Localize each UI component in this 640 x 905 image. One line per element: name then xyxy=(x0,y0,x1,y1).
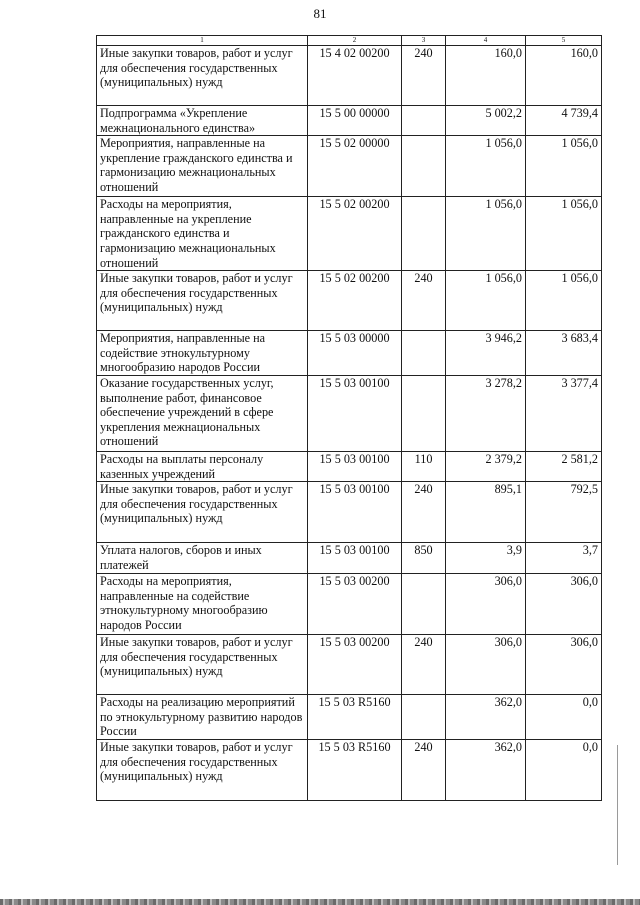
amount-year-1: 362,0 xyxy=(446,739,526,800)
amount-year-1: 362,0 xyxy=(446,695,526,740)
target-code: 15 5 02 00200 xyxy=(308,271,402,331)
target-code: 15 5 00 00000 xyxy=(308,106,402,136)
amount-year-2: 3,7 xyxy=(526,543,602,574)
amount-year-1: 1 056,0 xyxy=(446,136,526,197)
amount-year-1: 1 056,0 xyxy=(446,197,526,271)
amount-year-2: 3 683,4 xyxy=(526,331,602,376)
table-row xyxy=(97,482,602,543)
table-row xyxy=(97,197,602,271)
target-code: 15 5 02 00200 xyxy=(308,197,402,271)
table-row xyxy=(97,106,602,136)
amount-year-2: 160,0 xyxy=(526,46,602,106)
scan-margin-line xyxy=(617,745,618,865)
table-row xyxy=(97,46,602,106)
row-name: Расходы на выплаты персоналу казенных учреждений xyxy=(97,451,308,481)
amount-year-2: 1 056,0 xyxy=(526,197,602,271)
column-number: 3 xyxy=(402,36,446,46)
expense-type xyxy=(402,375,446,451)
amount-year-2: 792,5 xyxy=(526,482,602,543)
table-row xyxy=(97,271,602,331)
table-row xyxy=(97,574,602,635)
amount-year-1: 1 056,0 xyxy=(446,271,526,331)
target-code: 15 5 03 R5160 xyxy=(308,739,402,800)
target-code: 15 5 03 00200 xyxy=(308,574,402,635)
amount-year-2: 306,0 xyxy=(526,574,602,635)
target-code: 15 5 03 00000 xyxy=(308,331,402,376)
expense-type: 850 xyxy=(402,543,446,574)
table-row xyxy=(97,695,602,740)
column-number: 2 xyxy=(308,36,402,46)
target-code: 15 5 03 00100 xyxy=(308,451,402,481)
amount-year-2: 1 056,0 xyxy=(526,136,602,197)
target-code: 15 5 03 00100 xyxy=(308,482,402,543)
row-name: Расходы на реализацию мероприятий по этнокультурному развитию народов России xyxy=(97,695,308,740)
amount-year-1: 3 946,2 xyxy=(446,331,526,376)
amount-year-2: 2 581,2 xyxy=(526,451,602,481)
table-row xyxy=(97,136,602,197)
row-name: Иные закупки товаров, работ и услуг для обеспечения государственных (муниципальных) нужд xyxy=(97,635,308,695)
page-number: 81 xyxy=(313,6,327,21)
row-name: Иные закупки товаров, работ и услуг для обеспечения государственных (муниципальных) нужд xyxy=(97,271,308,331)
amount-year-2: 306,0 xyxy=(526,635,602,695)
column-number: 5 xyxy=(526,36,602,46)
target-code: 15 5 03 00100 xyxy=(308,543,402,574)
expense-type: 110 xyxy=(402,451,446,481)
table-body xyxy=(97,46,602,801)
expense-type xyxy=(402,695,446,740)
expense-type: 240 xyxy=(402,739,446,800)
budget-table xyxy=(96,35,602,801)
expense-type: 240 xyxy=(402,46,446,106)
table-row xyxy=(97,331,602,376)
table-row xyxy=(97,739,602,800)
table-row xyxy=(97,635,602,695)
expense-type xyxy=(402,574,446,635)
amount-year-1: 306,0 xyxy=(446,635,526,695)
expense-type: 240 xyxy=(402,271,446,331)
expense-type xyxy=(402,197,446,271)
scan-edge-artifact xyxy=(0,899,640,905)
expense-type xyxy=(402,331,446,376)
amount-year-2: 0,0 xyxy=(526,739,602,800)
target-code: 15 5 03 00200 xyxy=(308,635,402,695)
expense-type xyxy=(402,106,446,136)
column-number-row xyxy=(97,36,602,46)
amount-year-1: 2 379,2 xyxy=(446,451,526,481)
amount-year-2: 3 377,4 xyxy=(526,375,602,451)
target-code: 15 5 03 00100 xyxy=(308,375,402,451)
amount-year-1: 3,9 xyxy=(446,543,526,574)
row-name: Мероприятия, направленные на содействие этнокультурному многообразию народов России xyxy=(97,331,308,376)
amount-year-1: 895,1 xyxy=(446,482,526,543)
amount-year-2: 4 739,4 xyxy=(526,106,602,136)
expense-type: 240 xyxy=(402,635,446,695)
column-number: 1 xyxy=(97,36,308,46)
row-name: Иные закупки товаров, работ и услуг для обеспечения государственных (муниципальных) нужд xyxy=(97,739,308,800)
amount-year-2: 0,0 xyxy=(526,695,602,740)
row-name: Расходы на мероприятия, направленные на укрепление гражданского единства и гармонизацию межнациональных отношений xyxy=(97,197,308,271)
row-name: Оказание государственных услуг, выполнение работ, финансовое обеспечение учреждений в сфере укрепления межнациональных отношений xyxy=(97,375,308,451)
row-name: Расходы на мероприятия, направленные на содействие этнокультурному многообразию народов России xyxy=(97,574,308,635)
expense-type xyxy=(402,136,446,197)
target-code: 15 4 02 00200 xyxy=(308,46,402,106)
row-name: Иные закупки товаров, работ и услуг для обеспечения государственных (муниципальных) нужд xyxy=(97,46,308,106)
row-name: Мероприятия, направленные на укрепление гражданского единства и гармонизацию межнациональных отношений xyxy=(97,136,308,197)
row-name: Подпрограмма «Укрепление межнационального единства» xyxy=(97,106,308,136)
target-code: 15 5 02 00000 xyxy=(308,136,402,197)
amount-year-1: 5 002,2 xyxy=(446,106,526,136)
amount-year-2: 1 056,0 xyxy=(526,271,602,331)
expense-type: 240 xyxy=(402,482,446,543)
amount-year-1: 3 278,2 xyxy=(446,375,526,451)
amount-year-1: 306,0 xyxy=(446,574,526,635)
table-row xyxy=(97,543,602,574)
row-name: Иные закупки товаров, работ и услуг для обеспечения государственных (муниципальных) нужд xyxy=(97,482,308,543)
column-number: 4 xyxy=(446,36,526,46)
table-row xyxy=(97,375,602,451)
target-code: 15 5 03 R5160 xyxy=(308,695,402,740)
amount-year-1: 160,0 xyxy=(446,46,526,106)
table-row xyxy=(97,451,602,481)
row-name: Уплата налогов, сборов и иных платежей xyxy=(97,543,308,574)
